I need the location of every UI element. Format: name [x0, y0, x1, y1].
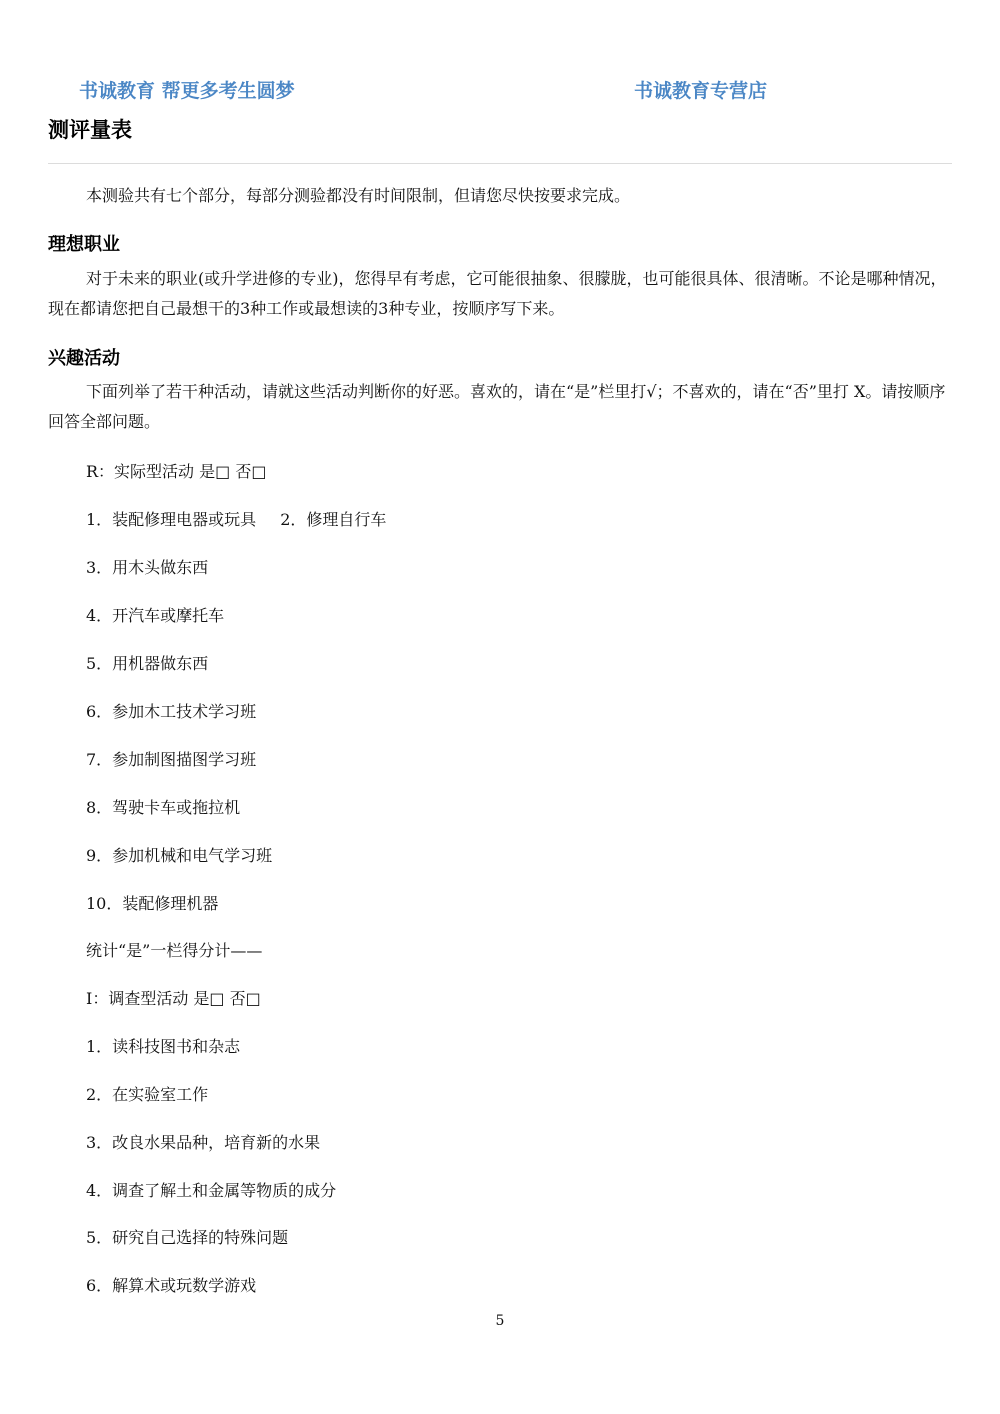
- list-item: 3．用木头做东西: [86, 558, 209, 577]
- page-number: 5: [495, 1313, 505, 1329]
- title-divider: [48, 163, 952, 164]
- list-item: 5．研究自己选择的特殊问题: [86, 1228, 289, 1247]
- list-item: 5．用机器做东西: [86, 654, 209, 673]
- r-item-2: 2．修理自行车: [280, 510, 387, 529]
- r-item-1: 1．装配修理电器或玩具: [86, 510, 257, 529]
- list-item: 4．调查了解土和金属等物质的成分: [86, 1181, 337, 1200]
- list-item: 3．改良水果品种，培育新的水果: [86, 1133, 321, 1152]
- interests-paragraph: 下面列举了若干种活动，请就这些活动判断你的好恶。喜欢的，请在“是”栏里打√；不喜欢的，请在“否”里打 X。请按顺序回答全部问题。: [48, 382, 946, 431]
- list-item: 7．参加制图描图学习班: [86, 750, 257, 769]
- list-item: 10．装配修理机器: [86, 894, 219, 913]
- r-group-label: R：实际型活动 是□ 否□: [86, 462, 267, 481]
- list-item: 6．解算术或玩数学游戏: [86, 1276, 257, 1295]
- document-title: 测评量表: [48, 118, 132, 142]
- list-item: 6．参加木工技术学习班: [86, 702, 257, 721]
- section-heading-ideal-career: 理想职业: [48, 234, 120, 255]
- list-item: 9．参加机械和电气学习班: [86, 846, 273, 865]
- list-item: 8．驾驶卡车或拖拉机: [86, 798, 241, 817]
- i-group-label: I：调查型活动 是□ 否□: [86, 989, 261, 1008]
- list-item: 2．在实验室工作: [86, 1085, 209, 1104]
- r-group-tally: 统计“是”一栏得分计——: [86, 941, 263, 960]
- section-heading-interests: 兴趣活动: [48, 348, 120, 369]
- list-item: [86, 507, 386, 530]
- header-store-name: 书诚教育专营店: [634, 80, 768, 102]
- list-item: 4．开汽车或摩托车: [86, 606, 225, 625]
- list-item: 1．读科技图书和杂志: [86, 1037, 241, 1056]
- intro-paragraph: 本测验共有七个部分，每部分测验都没有时间限制，但请您尽快按要求完成。: [86, 186, 631, 205]
- ideal-career-paragraph: 对于未来的职业(或升学进修的专业)，您得早有考虑，它可能很抽象、很朦胧，也可能很具体、很清晰。不论是哪种情况，现在都请您把自己最想干的3种工作或最想读的3种专业，按顺序写下来。: [48, 269, 947, 318]
- header-slogan: 书诚教育 帮更多考生圆梦: [79, 80, 295, 102]
